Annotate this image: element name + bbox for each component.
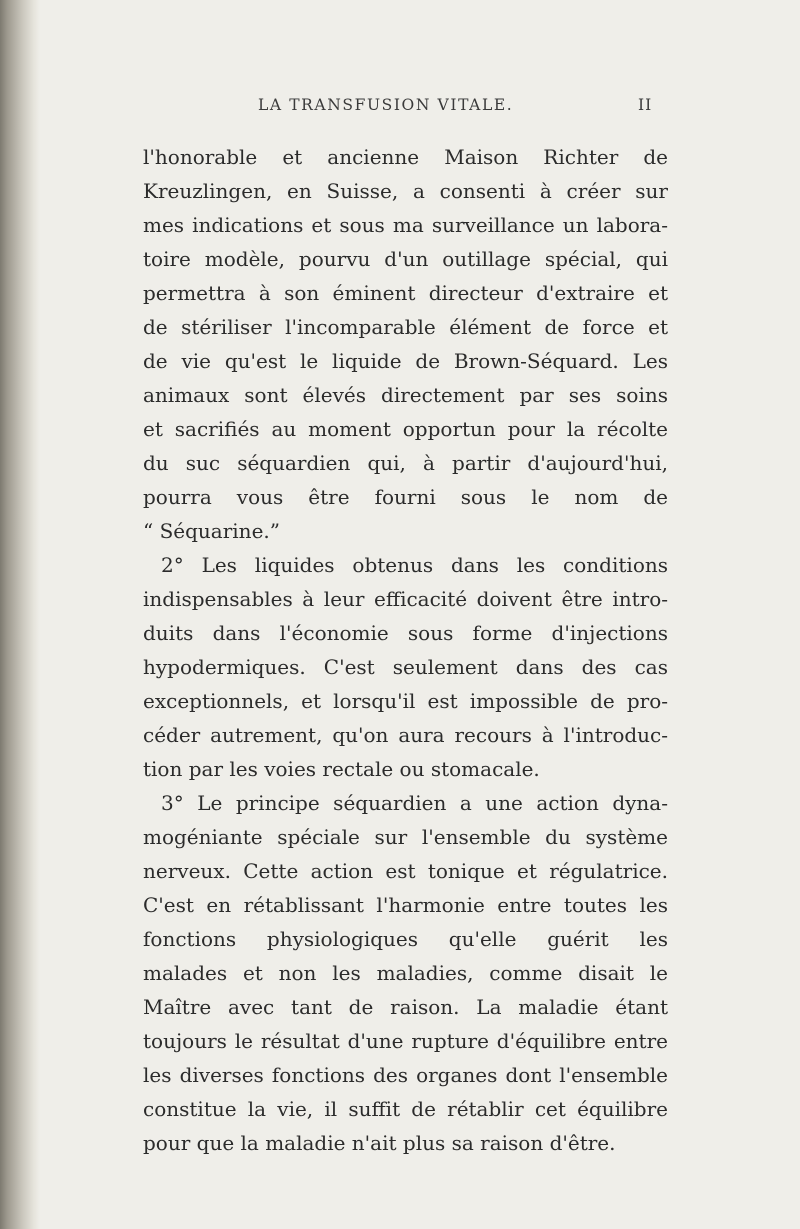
text-line: malades et non les maladies, comme disait le: [143, 961, 668, 985]
text-line: indispensables à leur efficacité doivent être intro-: [143, 587, 668, 611]
text-line: toire modèle, pourvu d'un outillage spécial, qui: [143, 247, 668, 271]
text-line: animaux sont élevés directement par ses soins: [143, 383, 668, 407]
text-line: pour que la maladie n'ait plus sa raison d'être.: [143, 1131, 616, 1155]
text-line: fonctions physiologiques qu'elle guérit les: [143, 927, 668, 951]
text-line: “ Séquarine.”: [143, 519, 280, 543]
text-line: 2° Les liquides obtenus dans les conditions: [161, 553, 668, 577]
text-line: et sacrifiés au moment opportun pour la récolte: [143, 417, 668, 441]
text-line: du suc séquardien qui, à partir d'aujourd'hui,: [143, 451, 668, 475]
text-line: tion par les voies rectale ou stomacale.: [143, 757, 540, 781]
running-head: LA TRANSFUSION VITALE.: [258, 96, 514, 114]
text-line: les diverses fonctions des organes dont l'ensemble: [143, 1063, 668, 1087]
text-line: l'honorable et ancienne Maison Richter de: [143, 145, 668, 169]
text-line: de vie qu'est le liquide de Brown-Séquard. Les: [143, 349, 668, 373]
text-line: duits dans l'économie sous forme d'injections: [143, 621, 668, 645]
text-line: exceptionnels, et lorsqu'il est impossible de pro-: [143, 689, 668, 713]
text-line: de stériliser l'incomparable élément de force et: [143, 315, 668, 339]
text-line: mogéniante spéciale sur l'ensemble du système: [143, 825, 668, 849]
text-line: pourra vous être fourni sous le nom de: [143, 485, 668, 509]
page-gutter-shadow: [0, 0, 40, 1229]
text-line: hypodermiques. C'est seulement dans des cas: [143, 655, 668, 679]
page-number: II: [638, 96, 653, 114]
text-line: céder autrement, qu'on aura recours à l'introduc-: [143, 723, 668, 747]
text-line: C'est en rétablissant l'harmonie entre toutes les: [143, 893, 668, 917]
text-line: Maître avec tant de raison. La maladie étant: [143, 995, 668, 1019]
text-line: mes indications et sous ma surveillance un labora-: [143, 213, 668, 237]
text-line: toujours le résultat d'une rupture d'équilibre entre: [143, 1029, 668, 1053]
text-line: Kreuzlingen, en Suisse, a consenti à créer sur: [143, 179, 668, 203]
text-line: nerveux. Cette action est tonique et régulatrice.: [143, 859, 668, 883]
text-line: permettra à son éminent directeur d'extraire et: [143, 281, 668, 305]
text-line: 3° Le principe séquardien a une action dyna-: [161, 791, 668, 815]
text-line: constitue la vie, il suffit de rétablir cet équilibre: [143, 1097, 668, 1121]
